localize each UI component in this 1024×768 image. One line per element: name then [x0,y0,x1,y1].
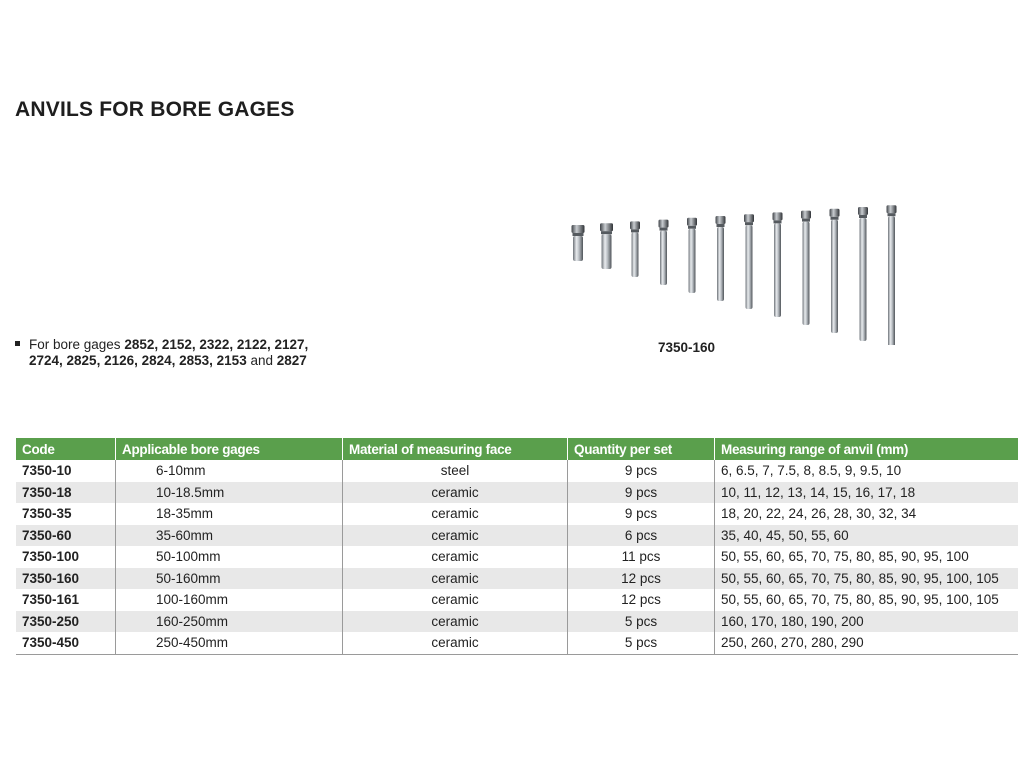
cell-material: ceramic [343,525,568,547]
cell-quantity: 5 pcs [568,611,715,633]
cell-quantity: 9 pcs [568,482,715,504]
table-row [16,482,1018,504]
cell-code: 7350-10 [16,460,116,482]
cell-applicable: 50-100mm [116,546,343,568]
cell-applicable: 250-450mm [116,632,343,654]
cell-applicable: 6-10mm [116,460,343,482]
page-title: ANVILS FOR BORE GAGES [15,98,295,121]
cell-quantity: 11 pcs [568,546,715,568]
cell-material: ceramic [343,632,568,654]
cell-range: 10, 11, 12, 13, 14, 15, 16, 17, 18 [715,482,1019,504]
cell-code: 7350-18 [16,482,116,504]
cell-range: 50, 55, 60, 65, 70, 75, 80, 85, 90, 95, 100, 105 [715,568,1019,590]
table-row [16,632,1018,654]
cell-material: ceramic [343,568,568,590]
table-row [16,460,1018,482]
table-row [16,546,1018,568]
cell-range: 35, 40, 45, 50, 55, 60 [715,525,1019,547]
anvil-rod [830,209,840,333]
column-header-material: Material of measuring face [343,438,568,460]
cell-applicable: 10-18.5mm [116,482,343,504]
anvil-rod [801,211,811,325]
cell-range: 50, 55, 60, 65, 70, 75, 80, 85, 90, 95, 100, 105 [715,589,1019,611]
cell-range: 6, 6.5, 7, 7.5, 8, 8.5, 9, 9.5, 10 [715,460,1019,482]
cell-material: ceramic [343,589,568,611]
anvil-spec-table [16,438,1018,655]
table-row [16,503,1018,525]
cell-quantity: 5 pcs [568,632,715,654]
anvil-rod [687,218,697,293]
cell-code: 7350-161 [16,589,116,611]
cell-material: ceramic [343,482,568,504]
anvil-rod [630,221,640,277]
anvil-rod [858,207,868,341]
table-row [16,589,1018,611]
cell-applicable: 100-160mm [116,589,343,611]
cell-range: 160, 170, 180, 190, 200 [715,611,1019,633]
anvil-rod [600,223,613,269]
cell-range: 18, 20, 22, 24, 26, 28, 30, 32, 34 [715,503,1019,525]
bullet-line-1 [15,337,308,353]
column-header-code: Code [16,438,116,460]
cell-code: 7350-35 [16,503,116,525]
cell-applicable: 50-160mm [116,568,343,590]
cell-material: ceramic [343,611,568,633]
cell-quantity: 9 pcs [568,460,715,482]
cell-material: steel [343,460,568,482]
cell-code: 7350-250 [16,611,116,633]
cell-quantity: 12 pcs [568,589,715,611]
cell-code: 7350-450 [16,632,116,654]
anvil-set-image [560,205,920,345]
bullet-conjunction: and [250,353,273,368]
compatible-gages-note [15,337,308,369]
cell-quantity: 12 pcs [568,568,715,590]
cell-code: 7350-160 [16,568,116,590]
bullet-last-gage: 2827 [276,353,307,368]
cell-material: ceramic [343,503,568,525]
anvil-rod [572,225,585,261]
table-row [16,525,1018,547]
cell-applicable: 35-60mm [116,525,343,547]
anvil-rod [716,216,726,301]
cell-quantity: 9 pcs [568,503,715,525]
table-row [16,568,1018,590]
cell-applicable: 18-35mm [116,503,343,525]
image-caption: 7350-160 [658,340,716,355]
cell-quantity: 6 pcs [568,525,715,547]
bullet-square-icon [15,341,20,346]
anvil-rod [773,212,783,317]
anvil-rod [887,205,897,345]
cell-applicable: 160-250mm [116,611,343,633]
bullet-line-2 [15,353,308,369]
anvil-rod [659,220,669,285]
anvil-rod [744,214,754,309]
cell-code: 7350-60 [16,525,116,547]
column-header-applicable: Applicable bore gages [116,438,343,460]
cell-code: 7350-100 [16,546,116,568]
column-header-range: Measuring range of anvil (mm) [715,438,1019,460]
cell-material: ceramic [343,546,568,568]
bullet-gages-line-2: 2724, 2825, 2126, 2824, 2853, 2153 [29,353,247,368]
bullet-prefix: For bore gages [29,337,121,352]
cell-range: 250, 260, 270, 280, 290 [715,632,1019,654]
bullet-gages-line-1: 2852, 2152, 2322, 2122, 2127, [124,337,309,352]
column-header-quantity: Quantity per set [568,438,715,460]
cell-range: 50, 55, 60, 65, 70, 75, 80, 85, 90, 95, 100 [715,546,1019,568]
table-header-row [16,438,1018,460]
table-row [16,611,1018,633]
